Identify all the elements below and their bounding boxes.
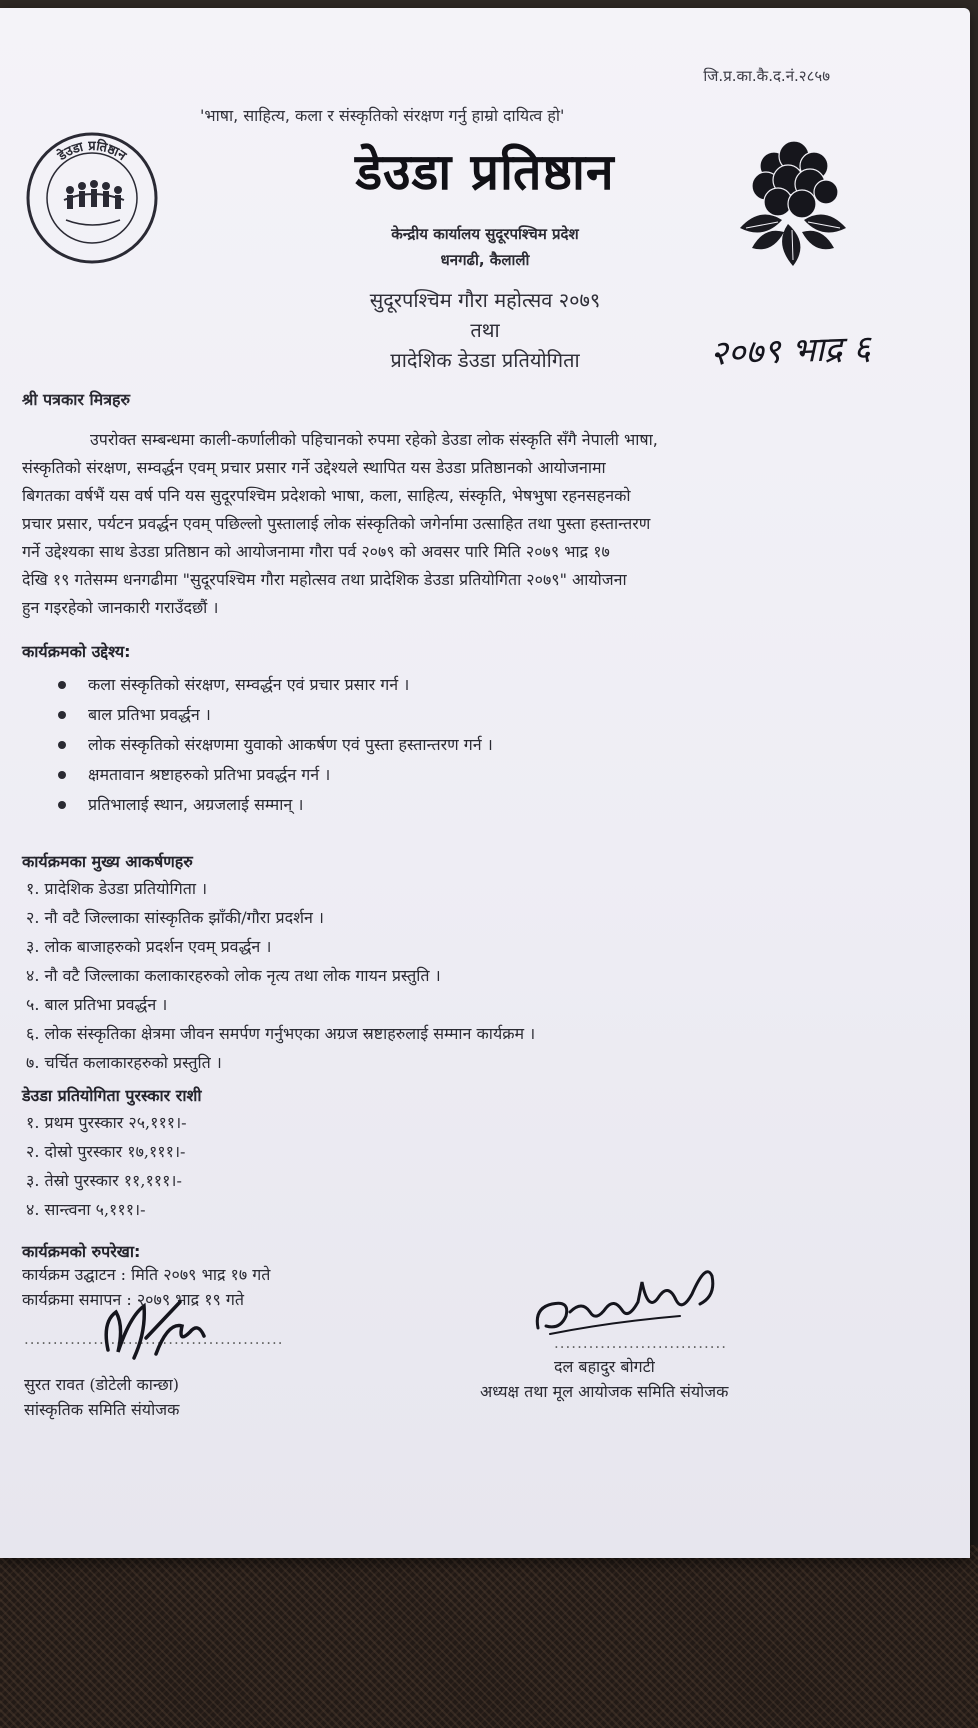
list-item: ३. तेस्रो पुरस्कार ११,१११।- bbox=[26, 1171, 182, 1190]
list-item: ४. नौ वटै जिल्लाका कलाकारहरुको लोक नृत्य तथा लोक गायन प्रस्तुति । bbox=[26, 966, 441, 985]
list-item: १. प्रथम पुरस्कार २५,१११।- bbox=[26, 1113, 187, 1132]
prizes-list bbox=[26, 1108, 187, 1224]
seal-text: डेउडा प्रतिष्ठान bbox=[55, 138, 129, 164]
list-item bbox=[58, 700, 493, 730]
body-line: गर्ने उद्देश्यका साथ डेउडा प्रतिष्ठान को आयोजनामा गौरा पर्व २०७९ को अवसर पारि मिति २०७९ भाद्र १७ bbox=[22, 542, 610, 561]
list-item: ४. सान्त्वना ५,१११।- bbox=[26, 1200, 146, 1219]
list-item bbox=[58, 760, 493, 790]
bullet-icon bbox=[58, 771, 66, 779]
list-item: १. प्रादेशिक डेउडा प्रतियोगिता । bbox=[26, 879, 208, 898]
signature-right-icon bbox=[530, 1242, 730, 1352]
list-item bbox=[58, 790, 493, 820]
body-line: हुन गइरहेको जानकारी गराउँदछौं । bbox=[22, 598, 219, 617]
schedule-heading: कार्यक्रमको रुपरेखा: bbox=[22, 1242, 141, 1261]
list-item: ५. बाल प्रतिभा प्रवर्द्धन । bbox=[26, 995, 168, 1014]
prizes-heading: डेउडा प्रतियोगिता पुरस्कार राशी bbox=[22, 1086, 202, 1105]
handwritten-date: २०७९ भाद्र ६ bbox=[709, 328, 872, 374]
signature-line: .............................. bbox=[554, 1334, 728, 1352]
list-item: ३. लोक बाजाहरुको प्रदर्शन एवम् प्रवर्द्धन । bbox=[26, 937, 272, 956]
body-line: बिगतका वर्षभैं यस वर्ष पनि यस सुदूरपश्चिम प्रदेशको भाषा, कला, साहित्य, संस्कृति, भेषभुषा रहनसहनको bbox=[22, 486, 631, 505]
salutation: श्री पत्रकार मित्रहरु bbox=[22, 390, 131, 409]
list-item: ६. लोक संस्कृतिका क्षेत्रमा जीवन समर्पण गर्नुभएका अग्रज स्रष्टाहरुलाई सम्मान कार्यक्रम । bbox=[26, 1024, 536, 1043]
body-line: देखि १९ गतेसम्म धनगढीमा "सुदूरपश्चिम गौरा महोत्सव तथा प्रादेशिक डेउडा प्रतियोगिता २०७९" आयोजना bbox=[22, 570, 627, 589]
event-title: सुदूरपश्चिम गौरा महोत्सव २०७९ bbox=[369, 288, 601, 312]
signatory-title: सांस्कृतिक समिति संयोजक bbox=[24, 1400, 180, 1419]
event-subtitle: प्रादेशिक डेउडा प्रतियोगिता bbox=[390, 348, 580, 372]
signature-block-right bbox=[480, 1278, 820, 1404]
attractions-list bbox=[26, 874, 535, 1077]
list-item bbox=[58, 670, 493, 700]
office-line: केन्द्रीय कार्यालय सुदूरपश्चिम प्रदेश bbox=[391, 225, 579, 243]
body-paragraph bbox=[22, 426, 862, 622]
list-item bbox=[58, 730, 493, 760]
signatory-title: अध्यक्ष तथा मूल आयोजक समिति संयोजक bbox=[480, 1382, 729, 1401]
bullet-icon bbox=[58, 801, 66, 809]
objective-text: लोक संस्कृतिको संरक्षणमा युवाको आकर्षण एवं पुस्ता हस्तान्तरण गर्न । bbox=[88, 735, 493, 754]
list-item: २. दोस्रो पुरस्कार १७,१११।- bbox=[26, 1142, 186, 1161]
signatory-name: सुरत रावत (डोटेली कान्छा) bbox=[24, 1375, 180, 1394]
event-conjunction: तथा bbox=[470, 318, 500, 342]
objective-text: कला संस्कृतिको संरक्षण, सम्वर्द्धन एवं प्रचार प्रसार गर्न । bbox=[88, 675, 410, 694]
objective-text: प्रतिभालाई स्थान, अग्रजलाई सम्मान् । bbox=[88, 795, 304, 814]
organization-name: डेउडा प्रतिष्ठान bbox=[355, 143, 615, 201]
city-line: धनगढी, कैलाली bbox=[440, 251, 530, 269]
objectives-list bbox=[58, 670, 493, 820]
signatory-name: दल बहादुर बोगटी bbox=[554, 1357, 655, 1376]
body-line: संस्कृतिको संरक्षण, सम्वर्द्धन एवम् प्रचार प्रसार गर्ने उद्देश्यले स्थापित यस डेउडा प्रतिष्ठानको आयोजनामा bbox=[22, 458, 606, 477]
body-line: उपरोक्त सम्बन्धमा काली-कर्णालीको पहिचानको रुपमा रहेको डेउडा लोक संस्कृति सँगै नेपाली भाषा, bbox=[90, 430, 658, 449]
motto: 'भाषा, साहित्य, कला र संस्कृतिको संरक्षण गर्नु हाम्रो दायित्व हो' bbox=[200, 106, 565, 125]
objective-text: बाल प्रतिभा प्रवर्द्धन । bbox=[88, 705, 211, 724]
attractions-heading: कार्यक्रमका मुख्य आकर्षणहरु bbox=[22, 852, 193, 871]
bullet-icon bbox=[58, 681, 66, 689]
objectives-heading: कार्यक्रमको उद्देश्य: bbox=[22, 642, 131, 661]
bullet-icon bbox=[58, 711, 66, 719]
table-surface bbox=[0, 1545, 978, 1728]
schedule-line: कार्यक्रमा समापन : २०७९ भाद्र १९ गते bbox=[22, 1290, 245, 1309]
signature-line: ............................................. bbox=[24, 1330, 284, 1348]
letter-page bbox=[0, 8, 970, 1558]
list-item: २. नौ वटै जिल्लाका सांस्कृतिक झाँकी/गौरा प्रदर्शन । bbox=[26, 908, 324, 927]
schedule-line: कार्यक्रम उद्घाटन : मिति २०७९ भाद्र १७ गते bbox=[22, 1265, 271, 1284]
signature-left-icon bbox=[94, 1292, 224, 1372]
body-line: प्रचार प्रसार, पर्यटन प्रवर्द्धन एवम् पछिल्लो पुस्तालाई लोक संस्कृतिको जगेर्नामा उत्साहित तथा पुस्ता हस्तान्तरण bbox=[22, 514, 651, 533]
reference-number: जि.प्र.का.कै.द.नं.२८५७ bbox=[703, 67, 830, 85]
rhododendron-flower-icon bbox=[730, 136, 856, 272]
objective-text: क्षमतावान श्रष्टाहरुको प्रतिभा प्रवर्द्धन गर्न । bbox=[88, 765, 331, 784]
list-item: ७. चर्चित कलाकारहरुको प्रस्तुति । bbox=[26, 1053, 222, 1072]
signature-block-left bbox=[24, 1330, 284, 1422]
bullet-icon bbox=[58, 741, 66, 749]
